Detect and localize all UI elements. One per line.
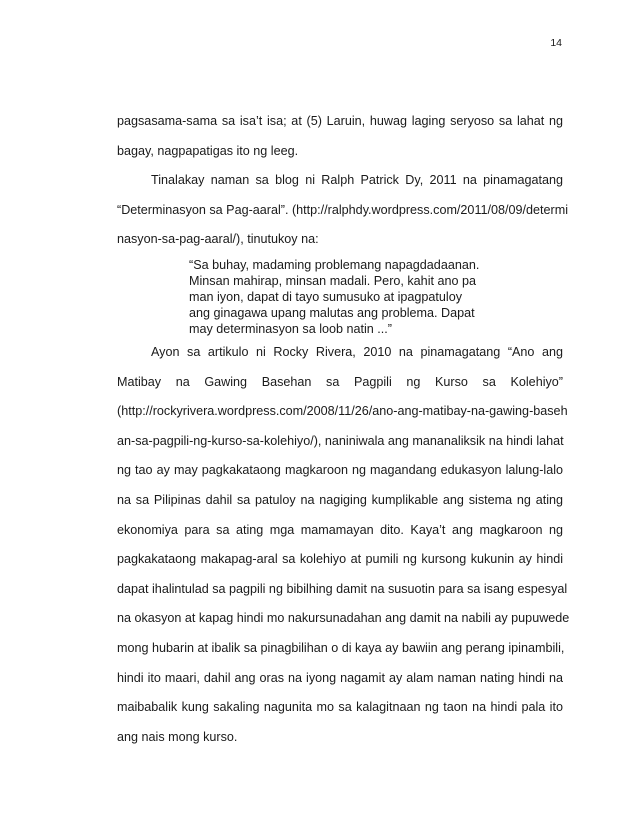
paragraph-line: pagkakataong makapag-aral sa kolehiyo at pumili ng kursong kukunin ay hindi	[117, 552, 563, 567]
quote-line: may determinasyon sa loob natin ...”	[189, 321, 393, 336]
paragraph-line: hindi ito maari, dahil ang oras na iyong nagamit ay alam naman nating hindi na	[117, 670, 563, 685]
paragraph-line: maibabalik kung sakaling nagunita mo sa kalagitnaan ng taon na hindi pala ito	[117, 700, 563, 715]
paragraph-line: ng tao ay may pagkakataong magkaroon ng magandang edukasyon lalung-lalo	[117, 463, 563, 478]
quote-line: “Sa buhay, madaming problemang napagdadaanan.	[189, 258, 480, 272]
paragraph-line: Ayon sa artikulo ni Rocky Rivera, 2010 na pinamagatang “Ano ang	[151, 345, 563, 359]
paragraph-line: (http://rockyrivera.wordpress.com/2008/11/26/ano-ang-matibay-na-gawing-baseh	[117, 404, 568, 419]
paragraph-line: “Determinasyon sa Pag-aaral”. (http://ralphdy.wordpress.com/2011/08/09/determi	[117, 202, 569, 217]
paragraph-line: nasyon-sa-pag-aaral/), tinutukoy na:	[117, 232, 319, 247]
paragraph-line: pagsasama-sama sa isa’t isa; at (5) Laruin, huwag laging seryoso sa lahat ng	[117, 114, 563, 128]
paragraph-line: na okasyon at kapag hindi mo nakursunadahan ang damit na nabili ay pupuwede	[117, 611, 570, 626]
paragraph-line: na sa Pilipinas dahil sa patuloy na nagiging kumplikable ang sistema ng ating	[117, 492, 563, 507]
paragraph-2	[117, 166, 569, 255]
paragraph-line: mong hubarin at ibalik sa pinagbilihan o di kaya ay bawiin ang perang ipinambili,	[117, 640, 565, 655]
paragraph-3	[117, 338, 570, 752]
block-quote	[189, 258, 489, 338]
quote-line: man iyon, dapat di tayo sumusuko at ipagpatuloy	[189, 289, 463, 304]
paragraph-1	[117, 107, 563, 166]
paragraph-line: Tinalakay naman sa blog ni Ralph Patrick Dy, 2011 na pinamagatang	[151, 173, 563, 187]
paragraph-line: ang nais mong kurso.	[117, 729, 238, 744]
quote-line: ang ginagawa upang malutas ang problema. Dapat	[189, 305, 475, 320]
paragraph-line: bagay, nagpapatigas ito ng leeg.	[117, 143, 299, 158]
paragraph-line: ekonomiya para sa ating mga mamamayan dito. Kaya’t ang magkaroon ng	[117, 522, 563, 537]
paragraph-line: dapat ihalintulad sa pagpili ng bibilhing damit na susuotin para sa isang espesyal	[117, 581, 568, 596]
paragraph-line: Matibay na Gawing Basehan sa Pagpili ng Kurso sa Kolehiyo”	[117, 374, 563, 389]
page-number: 14	[550, 37, 562, 49]
paragraph-line: an-sa-pagpili-ng-kurso-sa-kolehiyo/), naniniwala ang mananaliksik na hindi lahat	[117, 433, 564, 448]
quote-line: Minsan mahirap, minsan madali. Pero, kahit ano pa	[189, 273, 477, 288]
